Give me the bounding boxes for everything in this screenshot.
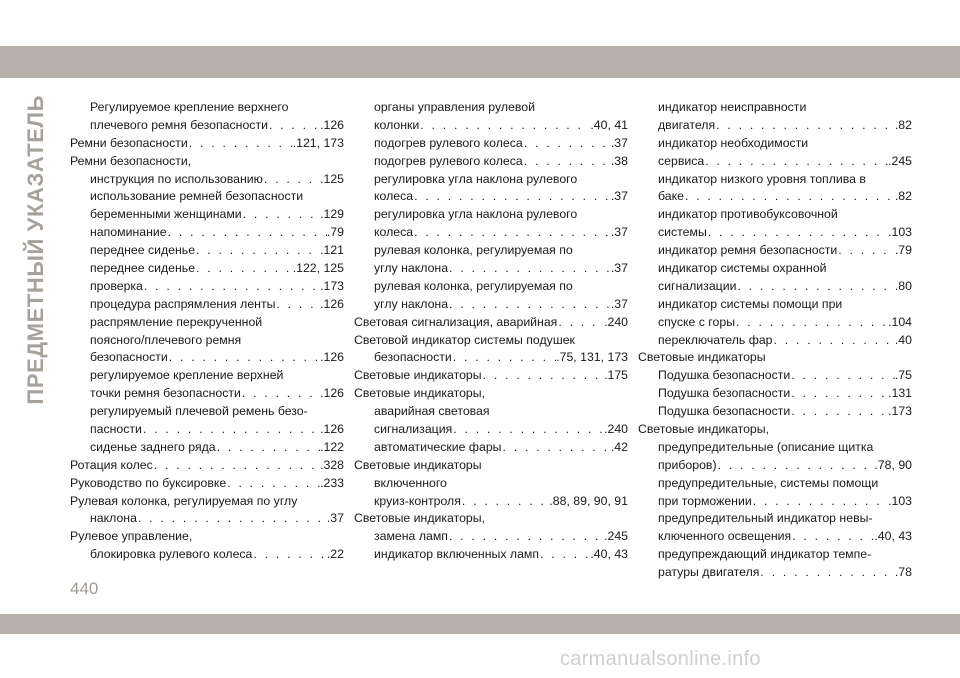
index-entry-term: Световые индикаторы, — [638, 422, 770, 437]
index-entry-pages: .126 — [320, 296, 344, 311]
index-entry-pages: .37 — [610, 296, 628, 311]
index-entry-term: индикатор ремня безопасности — [658, 243, 838, 258]
dot-leader — [448, 296, 611, 314]
index-entry — [354, 314, 628, 332]
index-entry-term: переднее сиденье — [90, 261, 196, 276]
index-entry — [70, 457, 344, 475]
dot-leader — [241, 385, 320, 403]
index-entry — [354, 403, 628, 421]
index-entry-pages: .103 — [888, 493, 912, 508]
index-entry — [70, 153, 344, 171]
index-entry-pages: .126 — [320, 117, 344, 132]
index-entry-term: проверка — [90, 278, 143, 293]
index-entry — [638, 99, 912, 117]
index-entry-pages: .328 — [320, 457, 344, 472]
index-entry-term: углу наклона — [374, 261, 449, 276]
dot-leader — [195, 242, 320, 260]
index-entry — [638, 206, 912, 224]
index-entry — [70, 493, 344, 511]
index-entry-pages: .37 — [326, 511, 344, 526]
index-entry — [354, 439, 628, 457]
dot-leader — [461, 493, 550, 511]
dot-leader — [523, 135, 611, 153]
dot-leader — [715, 117, 895, 135]
index-entry-term: индикатор необходимости — [658, 135, 809, 150]
dot-leader — [735, 314, 888, 332]
dot-leader — [142, 421, 320, 439]
dot-leader — [736, 278, 894, 296]
index-entry — [70, 546, 344, 564]
index-entry-term: колеса — [374, 189, 414, 204]
dot-leader — [717, 457, 875, 475]
index-entry — [638, 421, 912, 439]
index-entry — [70, 385, 344, 403]
index-entry-term: приборов) — [658, 457, 717, 472]
index-entry — [638, 296, 912, 314]
index-entry-term: сигнализация — [374, 422, 453, 437]
index-entry-pages: .38 — [610, 153, 628, 168]
index-entry — [354, 546, 628, 564]
index-entry — [70, 99, 344, 117]
index-entry — [70, 171, 344, 189]
dot-leader — [707, 224, 888, 242]
dot-leader — [168, 349, 320, 367]
index-entry-pages: .125 — [320, 171, 344, 186]
dot-leader — [557, 314, 604, 332]
index-entry-pages: .75 — [894, 368, 912, 383]
index-entry — [70, 314, 344, 332]
index-entry-pages: .37 — [610, 135, 628, 150]
dot-leader — [167, 224, 327, 242]
dot-leader — [252, 546, 326, 564]
index-entry — [354, 99, 628, 117]
dot-leader — [790, 385, 888, 403]
index-entry — [354, 224, 628, 242]
index-entry — [354, 135, 628, 153]
index-entry-term: распрямление перекрученной — [90, 314, 263, 329]
index-entry-term: органы управления рулевой — [374, 100, 535, 114]
index-entry-pages: .79 — [894, 243, 912, 258]
index-entry-term: индикатор системы помощи при — [658, 296, 843, 311]
index-entry-term: предупредительный индикатор невы- — [658, 511, 873, 526]
index-entry-pages: .82 — [894, 117, 912, 132]
index-entry-term: регулируемое крепление верхней — [90, 368, 284, 383]
dot-leader — [837, 242, 895, 260]
index-entry-pages: .129 — [320, 207, 344, 222]
index-entry-term: круиз-контроля — [374, 493, 461, 508]
index-entry-term: аварийная световая — [374, 404, 490, 419]
index-entry-term: процедура распрямления ленты — [90, 296, 276, 311]
index-entry-term: беременными женщинами — [90, 207, 242, 222]
index-entry-pages: .245 — [604, 529, 628, 544]
index-entry — [354, 188, 628, 206]
index-entry-term: использование ремней безопасности — [90, 189, 304, 204]
index-entry-term: сиденье заднего ряда — [90, 439, 216, 454]
dot-leader — [419, 117, 590, 135]
dot-leader — [195, 260, 293, 278]
index-entry-term: сигнализации — [658, 278, 737, 293]
dot-leader — [242, 206, 320, 224]
index-entry-pages: .88, 89, 90, 91 — [549, 493, 628, 508]
index-entry-pages: .40 — [894, 332, 912, 347]
dot-leader — [413, 224, 611, 242]
index-entry-term: сервиса — [658, 153, 705, 168]
index-entry-pages: .42 — [610, 439, 628, 454]
index-entry-term: Световая сигнализация, аварийная — [354, 314, 558, 329]
index-entry-term: предупреждающий индикатор темпе- — [658, 547, 872, 562]
index-entry-term: Подушка безопасности — [658, 404, 791, 419]
index-entry-term: индикатор неисправности — [658, 100, 807, 114]
footer-band — [0, 614, 960, 634]
index-entry-term: переднее сиденье — [90, 243, 196, 258]
index-entry-pages: .37 — [610, 189, 628, 204]
index-entry-term: пасности — [90, 422, 142, 437]
index-entry-pages: .79 — [326, 225, 344, 240]
index-entry — [638, 403, 912, 421]
index-entry — [354, 528, 628, 546]
dot-leader — [759, 564, 894, 582]
index-entry — [354, 206, 628, 224]
index-entry-term: инструкция по использованию — [90, 171, 263, 186]
index-entry-term: спуске с горы — [658, 314, 736, 329]
index-entry — [638, 349, 912, 367]
index-entry-term: Рулевое управление, — [70, 529, 193, 544]
index-entry-term: индикатор низкого уровня топлива в — [658, 171, 866, 186]
dot-leader — [502, 439, 611, 457]
watermark-text: carmanualsonline.info — [560, 648, 761, 670]
index-entry — [354, 493, 628, 511]
index-entry-term: регулировка угла наклона рулевого — [374, 171, 578, 186]
index-entry-pages: .173 — [320, 278, 344, 293]
index-entry-term: Руководство по буксировке — [70, 475, 227, 490]
index-entry — [354, 385, 628, 403]
index-entry — [70, 349, 344, 367]
index-entry — [70, 296, 344, 314]
index-entry-term: индикатор противобуксовочной — [658, 207, 838, 222]
index-entry-pages: .78, 90 — [874, 457, 912, 472]
index-entry-pages: .122, 125 — [292, 261, 344, 276]
index-entry-term: ключенного освещения — [658, 529, 792, 544]
index-entry — [354, 421, 628, 439]
index-entry-pages: .126 — [320, 422, 344, 437]
index-entry — [70, 528, 344, 546]
index-entry — [354, 367, 628, 385]
index-entry — [638, 528, 912, 546]
index-entry — [70, 278, 344, 296]
index-entry — [70, 224, 344, 242]
section-title-vertical — [22, 95, 50, 415]
index-entry — [354, 457, 628, 475]
index-entry — [70, 439, 344, 457]
index-entry-term: плечевого ремня безопасности — [90, 117, 268, 132]
dot-leader — [263, 171, 320, 189]
index-entry-term: Световые индикаторы — [354, 368, 482, 383]
index-entry-pages: .126 — [320, 386, 344, 401]
index-entry — [70, 510, 344, 528]
index-entry — [638, 564, 912, 582]
index-entry — [70, 188, 344, 206]
dot-leader — [684, 188, 895, 206]
index-entry-term: Световые индикаторы, — [354, 386, 486, 401]
dot-leader — [216, 439, 320, 457]
index-entry-pages: .104 — [888, 314, 912, 329]
index-entry-term: наклона — [90, 511, 137, 526]
index-entry — [354, 242, 628, 260]
index-entry-pages: .80 — [894, 278, 912, 293]
index-entry-pages: .173 — [888, 404, 912, 419]
dot-leader — [704, 153, 888, 171]
index-entry-term: включенного — [374, 475, 447, 490]
index-entry-term: переключатель фар — [658, 332, 773, 347]
index-entry-term: предупредительные, системы помощи — [658, 475, 879, 490]
index-entry-term: Ремни безопасности, — [70, 153, 192, 168]
index-entry — [70, 367, 344, 385]
index-entry — [70, 260, 344, 278]
index-entry — [638, 260, 912, 278]
index-entry-pages: .240 — [604, 422, 628, 437]
index-entry-term: Световые индикаторы, — [354, 511, 486, 526]
index-entry-pages: .40, 43 — [590, 547, 628, 562]
index-entry — [638, 439, 912, 457]
index-entry — [638, 314, 912, 332]
index-entry — [70, 421, 344, 439]
index-entry-term: ратуры двигателя — [658, 565, 760, 580]
index-entry-pages: .78 — [894, 565, 912, 580]
index-entry-term: рулевая колонка, регулируемая по — [374, 278, 573, 293]
index-entry-term: системы — [658, 225, 707, 240]
index-entry-pages: .103 — [888, 225, 912, 240]
dot-leader — [153, 457, 320, 475]
dot-leader — [523, 153, 611, 171]
index-entry-term: Ремни безопасности — [70, 135, 188, 150]
index-entry — [638, 135, 912, 153]
index-entry-term: рулевая колонка, регулируемая по — [374, 243, 573, 258]
index-entry-pages: .175 — [604, 368, 628, 383]
index-entry — [638, 278, 912, 296]
index-entry — [638, 367, 912, 385]
dot-leader — [413, 188, 611, 206]
index-entry-term: Подушка безопасности — [658, 368, 791, 383]
index-entry-term: поясного/плечевого ремня — [90, 332, 242, 347]
index-entry — [354, 332, 628, 350]
header-band — [0, 46, 960, 78]
index-entry-pages: .122 — [320, 439, 344, 454]
dot-leader — [752, 493, 888, 511]
index-entry-term: напоминание — [90, 225, 167, 240]
index-entry — [70, 135, 344, 153]
index-entry — [638, 475, 912, 493]
index-entry-term: индикатор системы охранной — [658, 261, 827, 276]
index-column-2 — [354, 99, 628, 564]
index-entry-pages: .240 — [604, 314, 628, 329]
index-entry-term: Подушка безопасности — [658, 386, 791, 401]
index-entry-pages: .245 — [888, 153, 912, 168]
index-entry — [70, 475, 344, 493]
index-entry — [638, 153, 912, 171]
dot-leader — [539, 546, 590, 564]
dot-leader — [773, 332, 895, 350]
index-entry-term: безопасности — [374, 350, 452, 365]
index-entry — [354, 510, 628, 528]
index-entry-term: Ротация колес — [70, 457, 153, 472]
index-entry-term: предупредительные (описание щитка — [658, 439, 874, 454]
index-entry-term: подогрев рулевого колеса — [374, 135, 523, 150]
index-entry-term: при торможении — [658, 493, 752, 508]
index-entry — [638, 117, 912, 135]
index-entry — [70, 117, 344, 135]
dot-leader — [791, 528, 874, 546]
index-entry-term: безопасности — [90, 350, 168, 365]
index-entry — [354, 475, 628, 493]
index-entry — [638, 457, 912, 475]
dot-leader — [452, 421, 604, 439]
index-entry — [354, 296, 628, 314]
index-entry-term: Световые индикаторы — [638, 350, 766, 365]
index-entry-term: Световой индикатор системы подушек — [354, 332, 575, 347]
dot-leader — [226, 475, 320, 493]
index-entry-pages: .22 — [326, 547, 344, 562]
index-entry-pages: .37 — [610, 225, 628, 240]
index-entry — [638, 332, 912, 350]
index-entry-pages: .126 — [320, 350, 344, 365]
dot-leader — [790, 367, 895, 385]
index-entry-pages: .37 — [610, 261, 628, 276]
index-entry — [354, 171, 628, 189]
page-number: 440 — [70, 579, 99, 598]
dot-leader — [268, 117, 320, 135]
index-entry — [638, 171, 912, 189]
index-entry-term: двигателя — [658, 117, 716, 132]
index-entry-term: Световые индикаторы — [354, 457, 482, 472]
dot-leader — [452, 349, 556, 367]
index-entry-term: точки ремня безопасности — [90, 386, 241, 401]
index-entry — [638, 493, 912, 511]
index-entry-term: углу наклона — [374, 296, 449, 311]
index-entry — [354, 349, 628, 367]
dot-leader — [448, 528, 604, 546]
dot-leader — [143, 278, 320, 296]
index-entry-term: подогрев рулевого колеса — [374, 153, 523, 168]
index-entry-pages: .40, 41 — [590, 117, 628, 132]
index-entry-pages: .121, 173 — [292, 135, 344, 150]
index-entry — [638, 188, 912, 206]
index-entry — [70, 242, 344, 260]
index-entry — [70, 206, 344, 224]
dot-leader — [790, 403, 888, 421]
index-entry-pages: .233 — [320, 475, 344, 490]
index-entry-term: индикатор включенных ламп — [374, 547, 540, 562]
index-entry-term: Регулируемое крепление верхнего — [90, 100, 289, 114]
index-entry — [638, 510, 912, 528]
index-column-3 — [638, 99, 912, 582]
index-entry-pages: .40, 43 — [874, 529, 912, 544]
index-entry-pages: .75, 131, 173 — [556, 350, 628, 365]
index-entry — [354, 260, 628, 278]
index-entry — [354, 278, 628, 296]
dot-leader — [448, 260, 611, 278]
index-entry — [638, 242, 912, 260]
dot-leader — [482, 367, 604, 385]
index-entry-term: регулировка угла наклона рулевого — [374, 207, 578, 222]
dot-leader — [275, 296, 320, 314]
index-entry-term: Рулевая колонка, регулируемая по углу — [70, 493, 298, 508]
index-column-1 — [70, 99, 344, 564]
index-entry — [70, 332, 344, 350]
section-title-text: ПРЕДМЕТНЫЙ УКАЗАТЕЛЬ — [23, 95, 48, 405]
index-entry — [638, 546, 912, 564]
index-entry-term: колонки — [374, 117, 420, 132]
index-entry-term: замена ламп — [374, 529, 448, 544]
index-entry — [70, 403, 344, 421]
index-entry-term: регулируемый плечевой ремень безо- — [90, 404, 308, 419]
index-entry-term: баке — [658, 189, 684, 204]
index-entry-term: автоматические фары — [374, 439, 502, 454]
index-entry — [638, 224, 912, 242]
index-entry-pages: .121 — [320, 243, 344, 258]
index-entry — [354, 153, 628, 171]
index-entry — [638, 385, 912, 403]
index-entry-term: колеса — [374, 225, 414, 240]
index-entry-pages: .82 — [894, 189, 912, 204]
dot-leader — [188, 135, 293, 153]
index-entry-term: блокировка рулевого колеса — [90, 547, 253, 562]
index-entry — [354, 117, 628, 135]
dot-leader — [137, 510, 327, 528]
index-entry-pages: .131 — [888, 386, 912, 401]
